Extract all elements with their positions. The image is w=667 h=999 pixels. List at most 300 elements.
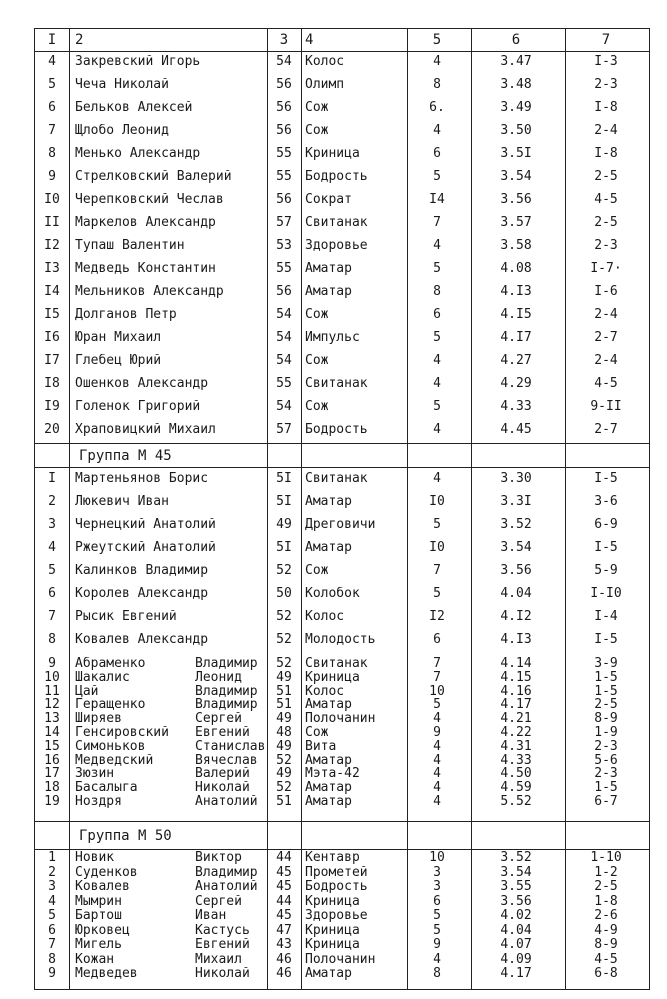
placing-cell: 2-4 <box>594 308 618 322</box>
surname-cell: Новик <box>75 851 115 865</box>
row-divider <box>35 467 649 468</box>
placing-cell: 3-6 <box>594 495 618 509</box>
group-number-cell: 6 <box>433 308 441 322</box>
firstname-cell: Владимир <box>195 865 258 880</box>
time-cell: 3.56 <box>500 564 532 578</box>
name-cell: Стрелковский Валерий <box>75 170 232 184</box>
firstname-cell: Анатолий <box>195 880 258 894</box>
birth-year-cell: 55 <box>276 170 292 184</box>
birth-year-cell: 52 <box>276 633 292 647</box>
group-number-cell: 4 <box>433 712 441 727</box>
rank-cell: 5 <box>48 564 56 578</box>
birth-year-cell: 56 <box>276 285 292 299</box>
column-header: 7 <box>601 33 611 47</box>
birth-year-cell: 49 <box>276 767 292 782</box>
rank-cell: 7 <box>48 124 56 138</box>
rank-cell: 20 <box>44 423 60 437</box>
rank-cell: 17 <box>44 767 60 782</box>
group-number-cell: 8 <box>433 285 441 299</box>
club-cell: Здоровье <box>305 239 368 253</box>
birth-year-cell: 56 <box>276 124 292 138</box>
rank-cell: 14 <box>44 726 60 740</box>
birth-year-cell: 45 <box>276 865 292 880</box>
firstname-cell: Виктор <box>195 851 242 865</box>
club-cell: Сож <box>305 564 329 578</box>
time-cell: 4.04 <box>500 587 532 601</box>
group-number-cell: 5 <box>433 400 441 414</box>
club-cell: Колос <box>305 55 345 69</box>
birth-year-cell: 43 <box>276 938 292 952</box>
birth-year-cell: 53 <box>276 239 292 253</box>
birth-year-cell: 52 <box>276 610 292 624</box>
placing-cell: 1-10 <box>590 851 622 865</box>
name-cell: Чернецкий Анатолий <box>75 518 216 532</box>
surname-cell: Геращенко <box>75 698 146 713</box>
placing-cell: 4-5 <box>594 193 618 207</box>
rank-cell: I4 <box>44 285 60 299</box>
birth-year-cell: 50 <box>276 587 292 601</box>
rank-cell: 4 <box>48 55 56 69</box>
rank-cell: 8 <box>48 952 56 967</box>
birth-year-cell: 56 <box>276 193 292 207</box>
rank-cell: I <box>48 472 56 486</box>
birth-year-cell: 5I <box>276 541 292 555</box>
placing-cell: 2-3 <box>594 767 618 782</box>
firstname-cell: Владимир <box>195 698 258 713</box>
surname-cell: Бартош <box>75 909 122 923</box>
time-cell: 4.07 <box>500 938 532 952</box>
group-number-cell: 4 <box>433 952 441 967</box>
group-number-cell: 4 <box>433 354 441 368</box>
placing-cell: I-3 <box>594 55 618 69</box>
rank-cell: 10 <box>44 670 60 685</box>
time-cell: 3.49 <box>500 101 532 115</box>
surname-cell: Абраменко <box>75 657 146 671</box>
time-cell: 3.52 <box>500 851 532 865</box>
placing-cell: I-I0 <box>590 587 622 601</box>
group-number-cell: 7 <box>433 564 441 578</box>
group-number-cell: 5 <box>433 923 441 938</box>
club-cell: Криница <box>305 938 360 952</box>
group-number-cell: 7 <box>433 657 441 671</box>
club-cell: Аматар <box>305 262 352 276</box>
surname-cell: Мымрин <box>75 894 122 909</box>
birth-year-cell: 44 <box>276 851 292 865</box>
group-number-cell: 5 <box>433 587 441 601</box>
club-cell: Свитанак <box>305 216 368 230</box>
birth-year-cell: 45 <box>276 909 292 923</box>
rank-cell: 15 <box>44 739 60 754</box>
firstname-cell: Кастусь <box>195 923 250 938</box>
rank-cell: 4 <box>48 541 56 555</box>
placing-cell: 5-6 <box>594 753 618 768</box>
placing-cell: 2-4 <box>594 354 618 368</box>
rank-cell: 9 <box>48 170 56 184</box>
club-cell: Полочанин <box>305 712 376 727</box>
group-number-cell: 9 <box>433 726 441 740</box>
placing-cell: 1-8 <box>594 894 618 909</box>
group-number-cell: 10 <box>429 851 445 865</box>
name-cell: Юран Михаил <box>75 331 162 345</box>
club-cell: Сож <box>305 726 329 740</box>
birth-year-cell: 49 <box>276 518 292 532</box>
birth-year-cell: 45 <box>276 880 292 894</box>
rank-cell: I5 <box>44 308 60 322</box>
time-cell: 4.I3 <box>500 633 532 647</box>
name-cell: Ковалев Александр <box>75 633 209 647</box>
club-cell: Бодрость <box>305 880 368 894</box>
club-cell: Аматар <box>305 781 352 796</box>
name-cell: Медведь Константин <box>75 262 216 276</box>
time-cell: 3.56 <box>500 193 532 207</box>
group-number-cell: 7 <box>433 216 441 230</box>
surname-cell: Генсировский <box>75 726 169 740</box>
birth-year-cell: 51 <box>276 684 292 699</box>
placing-cell: 8-9 <box>594 938 618 952</box>
club-cell: Аматар <box>305 795 352 809</box>
birth-year-cell: 52 <box>276 564 292 578</box>
club-cell: Свитанак <box>305 657 368 671</box>
firstname-cell: Николай <box>195 967 250 981</box>
rank-cell: 8 <box>48 147 56 161</box>
placing-cell: 9-II <box>590 400 622 414</box>
placing-cell: I-6 <box>594 285 618 299</box>
name-cell: Менько Александр <box>75 147 201 161</box>
firstname-cell: Евгений <box>195 726 250 740</box>
group-number-cell: I0 <box>429 495 445 509</box>
placing-cell: 2-5 <box>594 698 618 713</box>
club-cell: Колобок <box>305 587 360 601</box>
column-header: 5 <box>432 33 442 47</box>
group-number-cell: 10 <box>429 684 445 699</box>
rank-cell: I9 <box>44 400 60 414</box>
rank-cell: I0 <box>44 193 60 207</box>
rank-cell: 8 <box>48 633 56 647</box>
surname-cell: Ноздря <box>75 795 122 809</box>
results-table <box>34 28 650 990</box>
placing-cell: 2-5 <box>594 170 618 184</box>
birth-year-cell: 57 <box>276 216 292 230</box>
rank-cell: 3 <box>48 518 56 532</box>
firstname-cell: Анатолий <box>195 795 258 809</box>
surname-cell: Медведский <box>75 753 154 768</box>
name-cell: Люкевич Иван <box>75 495 169 509</box>
firstname-cell: Валерий <box>195 767 250 782</box>
rank-cell: II <box>44 216 60 230</box>
rank-cell: 5 <box>48 78 56 92</box>
time-cell: 3.30 <box>500 472 532 486</box>
group-number-cell: 5 <box>433 170 441 184</box>
row-divider <box>35 849 649 850</box>
time-cell: 4.17 <box>500 967 532 981</box>
firstname-cell: Евгений <box>195 938 250 952</box>
rank-cell: 18 <box>44 781 60 796</box>
placing-cell: 4-5 <box>594 952 618 967</box>
club-cell: Дреговичи <box>305 518 376 532</box>
time-cell: 4.04 <box>500 923 532 938</box>
placing-cell: 6-7 <box>594 795 618 809</box>
birth-year-cell: 44 <box>276 894 292 909</box>
group-number-cell: 4 <box>433 472 441 486</box>
placing-cell: I-7· <box>590 262 622 276</box>
rank-cell: 3 <box>48 880 56 894</box>
group-number-cell: 5 <box>433 331 441 345</box>
group-number-cell: 5 <box>433 698 441 713</box>
time-cell: 3.57 <box>500 216 532 230</box>
column-header: I <box>47 33 57 47</box>
birth-year-cell: 5I <box>276 495 292 509</box>
name-cell: Щлобо Леонид <box>75 124 169 138</box>
surname-cell: Зюзин <box>75 767 115 782</box>
placing-cell: 5-9 <box>594 564 618 578</box>
placing-cell: 2-3 <box>594 78 618 92</box>
birth-year-cell: 49 <box>276 739 292 754</box>
placing-cell: I-5 <box>594 541 618 555</box>
time-cell: 3.54 <box>500 170 532 184</box>
placing-cell: 1-5 <box>594 781 618 796</box>
club-cell: Криница <box>305 147 360 161</box>
birth-year-cell: 46 <box>276 967 292 981</box>
rank-cell: 7 <box>48 938 56 952</box>
name-cell: Черепковский Чеслав <box>75 193 224 207</box>
rank-cell: 16 <box>44 753 60 768</box>
name-cell: Калинков Владимир <box>75 564 209 578</box>
club-cell: Молодость <box>305 633 376 647</box>
club-cell: Кентавр <box>305 851 360 865</box>
time-cell: 4.27 <box>500 354 532 368</box>
placing-cell: 6-9 <box>594 518 618 532</box>
rank-cell: 19 <box>44 795 60 809</box>
time-cell: 4.16 <box>500 684 532 699</box>
club-cell: Криница <box>305 670 360 685</box>
rank-cell: 6 <box>48 587 56 601</box>
group-number-cell: 4 <box>433 767 441 782</box>
birth-year-cell: 51 <box>276 698 292 713</box>
placing-cell: I-5 <box>594 472 618 486</box>
rank-cell: 9 <box>48 967 56 981</box>
birth-year-cell: 47 <box>276 923 292 938</box>
club-cell: Свитанак <box>305 377 368 391</box>
birth-year-cell: 52 <box>276 657 292 671</box>
row-divider <box>35 51 649 52</box>
birth-year-cell: 54 <box>276 331 292 345</box>
time-cell: 4.08 <box>500 262 532 276</box>
club-cell: Колос <box>305 684 345 699</box>
group-number-cell: 4 <box>433 795 441 809</box>
rank-cell: 6 <box>48 923 56 938</box>
group-number-cell: I4 <box>429 193 445 207</box>
time-cell: 4.I5 <box>500 308 532 322</box>
group-number-cell: 4 <box>433 739 441 754</box>
time-cell: 5.52 <box>500 795 532 809</box>
time-cell: 3.54 <box>500 541 532 555</box>
club-cell: Сож <box>305 400 329 414</box>
column-header: 2 <box>75 33 84 47</box>
birth-year-cell: 56 <box>276 78 292 92</box>
name-cell: Бельков Алексей <box>75 101 193 115</box>
name-cell: Тупаш Валентин <box>75 239 185 253</box>
name-cell: Мартеньянов Борис <box>75 472 209 486</box>
club-cell: Бодрость <box>305 170 368 184</box>
time-cell: 4.17 <box>500 698 532 713</box>
firstname-cell: Станислав <box>195 739 266 754</box>
placing-cell: 1-5 <box>594 684 618 699</box>
time-cell: 4.15 <box>500 670 532 685</box>
placing-cell: 6-8 <box>594 967 618 981</box>
group-title: Группа М 50 <box>79 829 172 843</box>
club-cell: Бодрость <box>305 423 368 437</box>
surname-cell: Юрковец <box>75 923 130 938</box>
club-cell: Сож <box>305 124 329 138</box>
firstname-cell: Михаил <box>195 952 242 967</box>
club-cell: Сократ <box>305 193 352 207</box>
column-header: 4 <box>305 33 314 47</box>
club-cell: Олимп <box>305 78 345 92</box>
rank-cell: I6 <box>44 331 60 345</box>
rank-cell: 9 <box>48 657 56 671</box>
firstname-cell: Владимир <box>195 684 258 699</box>
group-number-cell: 4 <box>433 124 441 138</box>
placing-cell: 1-2 <box>594 865 618 880</box>
birth-year-cell: 48 <box>276 726 292 740</box>
time-cell: 4.I3 <box>500 285 532 299</box>
name-cell: Ржеутский Анатолий <box>75 541 216 555</box>
firstname-cell: Сергей <box>195 894 242 909</box>
placing-cell: 1-9 <box>594 726 618 740</box>
surname-cell: Ковалев <box>75 880 130 894</box>
firstname-cell: Николай <box>195 781 250 796</box>
group-number-cell: 6 <box>433 633 441 647</box>
name-cell: Мельников Александр <box>75 285 224 299</box>
column-header: 3 <box>279 33 289 47</box>
surname-cell: Симоньков <box>75 739 146 754</box>
rank-cell: 1 <box>48 851 56 865</box>
rank-cell: 5 <box>48 909 56 923</box>
birth-year-cell: 54 <box>276 308 292 322</box>
placing-cell: 2-6 <box>594 909 618 923</box>
birth-year-cell: 52 <box>276 781 292 796</box>
group-number-cell: 8 <box>433 78 441 92</box>
club-cell: Аматар <box>305 967 352 981</box>
club-cell: Сож <box>305 354 329 368</box>
time-cell: 4.45 <box>500 423 532 437</box>
firstname-cell: Сергей <box>195 712 242 727</box>
group-number-cell: 4 <box>433 423 441 437</box>
placing-cell: 4-9 <box>594 923 618 938</box>
group-number-cell: 5 <box>433 518 441 532</box>
birth-year-cell: 54 <box>276 354 292 368</box>
time-cell: 4.33 <box>500 753 532 768</box>
group-number-cell: 5 <box>433 909 441 923</box>
placing-cell: 1-5 <box>594 670 618 685</box>
time-cell: 3.47 <box>500 55 532 69</box>
name-cell: Глебец Юрий <box>75 354 162 368</box>
surname-cell: Ширяев <box>75 712 122 727</box>
group-number-cell: 3 <box>433 865 441 880</box>
time-cell: 4.14 <box>500 657 532 671</box>
rank-cell: I7 <box>44 354 60 368</box>
club-cell: Аматар <box>305 285 352 299</box>
birth-year-cell: 5I <box>276 472 292 486</box>
name-cell: Голенок Григорий <box>75 400 201 414</box>
placing-cell: 2-3 <box>594 739 618 754</box>
name-cell: Закревский Игорь <box>75 55 201 69</box>
placing-cell: I-8 <box>594 101 618 115</box>
firstname-cell: Иван <box>195 909 227 923</box>
rank-cell: 2 <box>48 495 56 509</box>
birth-year-cell: 55 <box>276 262 292 276</box>
group-number-cell: 7 <box>433 670 441 685</box>
firstname-cell: Владимир <box>195 657 258 671</box>
firstname-cell: Леонид <box>195 670 242 685</box>
time-cell: 4.I2 <box>500 610 532 624</box>
rank-cell: 7 <box>48 610 56 624</box>
time-cell: 3.50 <box>500 124 532 138</box>
rank-cell: 4 <box>48 894 56 909</box>
birth-year-cell: 49 <box>276 712 292 727</box>
club-cell: Аматар <box>305 495 352 509</box>
club-cell: Прометей <box>305 865 368 880</box>
placing-cell: 2-5 <box>594 216 618 230</box>
rank-cell: I8 <box>44 377 60 391</box>
group-number-cell: I2 <box>429 610 445 624</box>
time-cell: 3.58 <box>500 239 532 253</box>
club-cell: Вита <box>305 739 337 754</box>
club-cell: Криница <box>305 894 360 909</box>
time-cell: 4.59 <box>500 781 532 796</box>
rank-cell: 6 <box>48 101 56 115</box>
placing-cell: 8-9 <box>594 712 618 727</box>
name-cell: Рысик Евгений <box>75 610 177 624</box>
club-cell: Импульс <box>305 331 360 345</box>
time-cell: 4.21 <box>500 712 532 727</box>
time-cell: 3.55 <box>500 880 532 894</box>
firstname-cell: Вячеслав <box>195 753 258 768</box>
group-number-cell: 8 <box>433 967 441 981</box>
placing-cell: 2-7 <box>594 423 618 437</box>
name-cell: Долганов Петр <box>75 308 177 322</box>
time-cell: 3.5I <box>500 147 532 161</box>
club-cell: Здоровье <box>305 909 368 923</box>
group-number-cell: 4 <box>433 377 441 391</box>
time-cell: 4.31 <box>500 739 532 754</box>
rank-cell: 13 <box>44 712 60 727</box>
birth-year-cell: 57 <box>276 423 292 437</box>
surname-cell: Басалыга <box>75 781 138 796</box>
club-cell: Сож <box>305 101 329 115</box>
birth-year-cell: 54 <box>276 400 292 414</box>
club-cell: Аматар <box>305 698 352 713</box>
surname-cell: Цай <box>75 684 99 699</box>
rank-cell: I2 <box>44 239 60 253</box>
birth-year-cell: 56 <box>276 101 292 115</box>
time-cell: 3.52 <box>500 518 532 532</box>
placing-cell: I-4 <box>594 610 618 624</box>
time-cell: 4.29 <box>500 377 532 391</box>
club-cell: Мэта-42 <box>305 767 360 782</box>
time-cell: 3.48 <box>500 78 532 92</box>
name-cell: Ошенков Александр <box>75 377 209 391</box>
group-title: Группа М 45 <box>79 449 172 463</box>
club-cell: Аматар <box>305 753 352 768</box>
time-cell: 4.50 <box>500 767 532 782</box>
name-cell: Храповицкий Михаил <box>75 423 216 437</box>
club-cell: Колос <box>305 610 345 624</box>
rank-cell: 11 <box>44 684 60 699</box>
group-number-cell: 4 <box>433 753 441 768</box>
row-divider <box>35 443 649 444</box>
placing-cell: 2-3 <box>594 239 618 253</box>
